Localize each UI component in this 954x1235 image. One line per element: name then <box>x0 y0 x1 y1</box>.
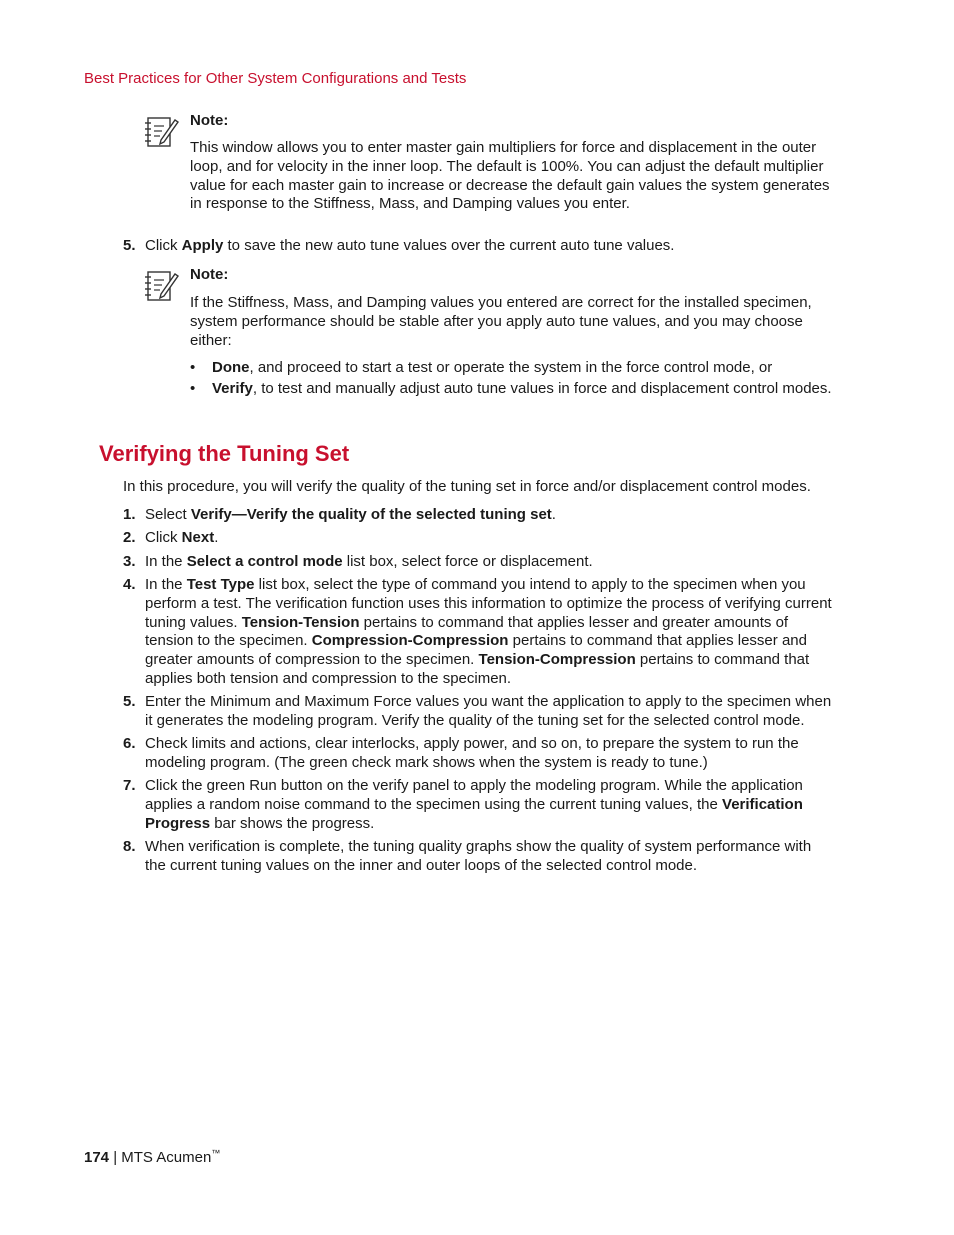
section-intro: In this procedure, you will verify the quality of the tuning set in force and/or displacement control modes. <box>123 478 811 495</box>
step-number: 4. <box>123 576 136 593</box>
note-line: system performance should be stable after you apply auto tune values, and you may choose <box>190 312 803 330</box>
note-icon <box>145 268 179 304</box>
note-line: If the Stiffness, Mass, and Damping values you entered are correct for the installed specimen, <box>190 294 812 311</box>
step-text: Click Next. <box>145 529 219 546</box>
bullet-item: • Verify, to test and manually adjust auto tune values in force and displacement control modes. <box>190 380 832 397</box>
section-heading: Verifying the Tuning Set <box>99 441 350 466</box>
running-header: Best Practices for Other System Configurations and Tests <box>84 70 467 87</box>
step-text: Click Apply to save the new auto tune values over the current auto tune values. <box>145 237 675 254</box>
note-label: Note: <box>190 266 229 283</box>
step-number: 3. <box>123 553 136 570</box>
note-line: This window allows you to enter master gain multipliers for force and displacement in the outer <box>190 139 817 156</box>
step-number: 5. <box>123 237 136 254</box>
note-line: loop, and for velocity in the inner loop. The default is 100%. You can adjust the default multiplier <box>190 157 824 175</box>
step-number: 5. <box>123 693 136 710</box>
step-number: 7. <box>123 777 136 794</box>
step-number: 1. <box>123 506 136 523</box>
step-text: Click the green Run button on the verify panel to apply the modeling program. While the application applies a random noise command to the specimen using the current tuning values, the Verification Progress bar shows the progress. <box>145 777 803 832</box>
step-text: Enter the Minimum and Maximum Force values you want the application to apply to the specimen when it generates the modeling program. Verify the quality of the tuning set for the selected control mode. <box>145 693 832 729</box>
step-text: In the Select a control mode list box, select force or displacement. <box>145 553 593 570</box>
note-icon <box>145 114 179 150</box>
step-text: Check limits and actions, clear interlocks, apply power, and so on, to prepare the system to run the modeling program. (The green check mark shows when the system is ready to tune.) <box>145 735 799 771</box>
note-line: value for each master gain to increase or decrease the default gain values the system generates <box>190 176 830 194</box>
step-text: In the Test Type list box, select the type of command you intend to apply to the specimen when you perform a test. The verification function uses this information to optimize the process of verifying current tuning values. Tension-Tension pertains to command that applies lesser and greater amounts of tension to the specimen. Compression-Compression pertains to command that applies lesser and greater amounts of compression to the specimen. Tension-Compression pertains to command that applies both tension and compression to the specimen. <box>145 576 832 687</box>
note-body <box>190 294 850 350</box>
bullet-item: • Done, and proceed to start a test or operate the system in the force control mode, or <box>190 359 773 376</box>
step-text: Select Verify—Verify the quality of the selected tuning set. <box>145 506 556 523</box>
page-footer: 174 | MTS Acumen™ <box>84 1148 221 1166</box>
step-number: 8. <box>123 838 136 855</box>
step-text: When verification is complete, the tuning quality graphs show the quality of system performance with the current tuning values on the inner and outer loops of the selected control mode. <box>145 838 812 874</box>
note-line: in response to the Stiffness, Mass, and Damping values you enter. <box>190 195 630 213</box>
note-line: either: <box>190 331 232 349</box>
note-body <box>190 139 850 214</box>
step-number: 6. <box>123 735 136 752</box>
step-number: 2. <box>123 529 136 546</box>
note-label: Note: <box>190 112 229 129</box>
